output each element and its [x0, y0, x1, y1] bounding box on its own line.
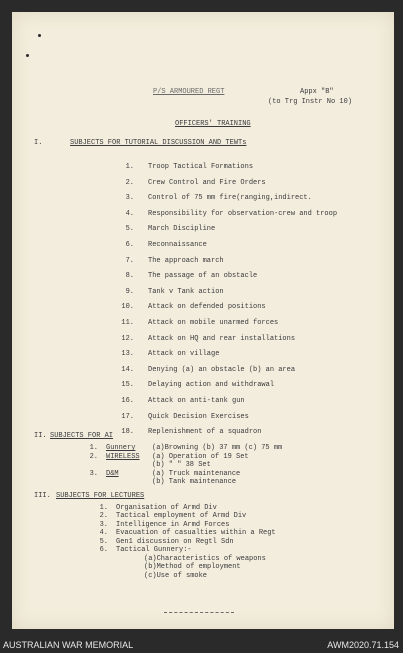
list-item-number: 3.: [99, 520, 108, 529]
list-item-number: 18.: [121, 428, 134, 437]
section-2-numeral: II.: [34, 432, 47, 440]
list-item-text: Reconnaissance: [148, 241, 207, 249]
sub-item-text: (a)Characteristics of weapons: [144, 555, 266, 563]
list-item-number: 2.: [99, 512, 108, 521]
list-item-text: Replenishment of a squadron: [148, 428, 262, 437]
list-item-number: 2.: [89, 452, 98, 461]
list-item-text: Quick Decision Exercises: [148, 412, 249, 421]
list-item-number: 4.: [99, 529, 108, 538]
list-item-text: Gen1 discussion on Regtl Sdn: [116, 537, 234, 546]
closing-rule: [164, 612, 234, 613]
list-item-number: 1.: [99, 504, 108, 512]
list-item-text: (a) Truck maintenance: [152, 469, 241, 478]
list-item-number: 15.: [121, 381, 134, 390]
punch-hole: [26, 54, 29, 57]
list-item-number: 14.: [121, 365, 134, 374]
appendix-label: Appx "B": [300, 88, 334, 96]
list-item-number: 1.: [125, 163, 134, 171]
list-item-text: Organisation of Armd Div: [116, 504, 217, 512]
list-item-text: Troop Tactical Formations: [148, 163, 254, 171]
section-1-heading: SUBJECTS FOR TUTORIAL DISCUSSION AND TEWTs: [70, 139, 247, 147]
list-item-text: The passage of an obstacle: [148, 272, 258, 281]
list-item-label: D&M: [106, 469, 119, 478]
section-1-numeral: I.: [34, 139, 43, 147]
list-item-number: 10.: [121, 303, 134, 312]
list-item-number: 12.: [121, 334, 134, 343]
list-item-text: Attack on village: [148, 350, 220, 359]
list-item-number: 16.: [121, 397, 134, 405]
archive-footer: [0, 637, 403, 653]
list-item-text: Attack on HQ and rear installations: [148, 334, 296, 343]
list-item-number: 11.: [121, 319, 134, 327]
list-item-number: 6.: [99, 546, 108, 554]
list-item-number: 3.: [125, 194, 134, 203]
list-item-text: The approach march: [148, 256, 224, 265]
document-page: [12, 12, 394, 629]
section-2-heading: SUBJECTS FOR AI: [50, 432, 114, 440]
instruction-ref: (to Trg Instr No 10): [268, 98, 353, 106]
list-item-text: Crew Control and Fire Orders: [148, 178, 266, 187]
list-item-text: Evacuation of casualties within a Regt: [116, 529, 276, 538]
list-item-label: WIRELESS: [106, 452, 140, 461]
list-item-number: 6.: [125, 241, 134, 249]
sub-item-text: (b)Method of employment: [144, 563, 241, 572]
punch-hole: [38, 34, 41, 37]
list-item-number: 13.: [121, 350, 134, 359]
list-item-number: 8.: [125, 272, 134, 281]
list-item-number: 9.: [125, 287, 134, 296]
list-item-text: (b) " " 38 Set: [152, 461, 211, 470]
list-item-text: Responsibility for observation-crew and troop: [148, 209, 338, 218]
list-item-text: Denying (a) an obstacle (b) an area: [148, 365, 296, 374]
sub-item-text: (c)Use of smoke: [144, 571, 208, 580]
list-item-text: (b) Tank maintenance: [152, 478, 237, 487]
list-item-text: Intelligence in Armd Forces: [116, 520, 230, 529]
list-item-number: 7.: [125, 256, 134, 265]
list-item-number: 17.: [121, 412, 134, 421]
list-item-text: Attack on defended positions: [148, 303, 266, 312]
list-item-number: 4.: [125, 209, 134, 218]
list-item-text: March Discipline: [148, 225, 216, 234]
list-item-number: 5.: [125, 225, 134, 234]
archive-name: AUSTRALIAN WAR MEMORIAL: [3, 640, 134, 650]
list-item-text: Delaying action and withdrawal: [148, 381, 275, 390]
list-item-text: Attack on mobile unarmed forces: [148, 319, 279, 327]
list-item-number: 5.: [99, 537, 108, 546]
list-item-text: Tactical employment of Armd Div: [116, 512, 247, 521]
list-item-text: (a)Browning (b) 37 mm (c) 75 mm: [152, 444, 283, 452]
regiment-heading: P/S ARMOURED REGT: [153, 88, 225, 96]
list-item-text: Attack on anti-tank gun: [148, 397, 245, 405]
section-3-numeral: III.: [34, 492, 51, 500]
list-item-number: 1.: [89, 444, 98, 452]
list-item-text: Control of 75 mm fire(ranging,indirect.: [148, 194, 312, 203]
list-item-text: Tank v Tank action: [148, 287, 224, 296]
section-3-heading: SUBJECTS FOR LECTURES: [56, 492, 145, 500]
page-title: OFFICERS' TRAINING: [175, 120, 251, 128]
list-item-label: Gunnery: [106, 444, 136, 452]
list-item-number: 3.: [89, 469, 98, 478]
list-item-text: Tactical Gunnery:-: [116, 546, 192, 554]
list-item-text: (a) Operation of 19 Set: [152, 452, 249, 461]
list-item-number: 2.: [125, 178, 134, 187]
archive-reference: AWM2020.71.154: [327, 640, 399, 650]
